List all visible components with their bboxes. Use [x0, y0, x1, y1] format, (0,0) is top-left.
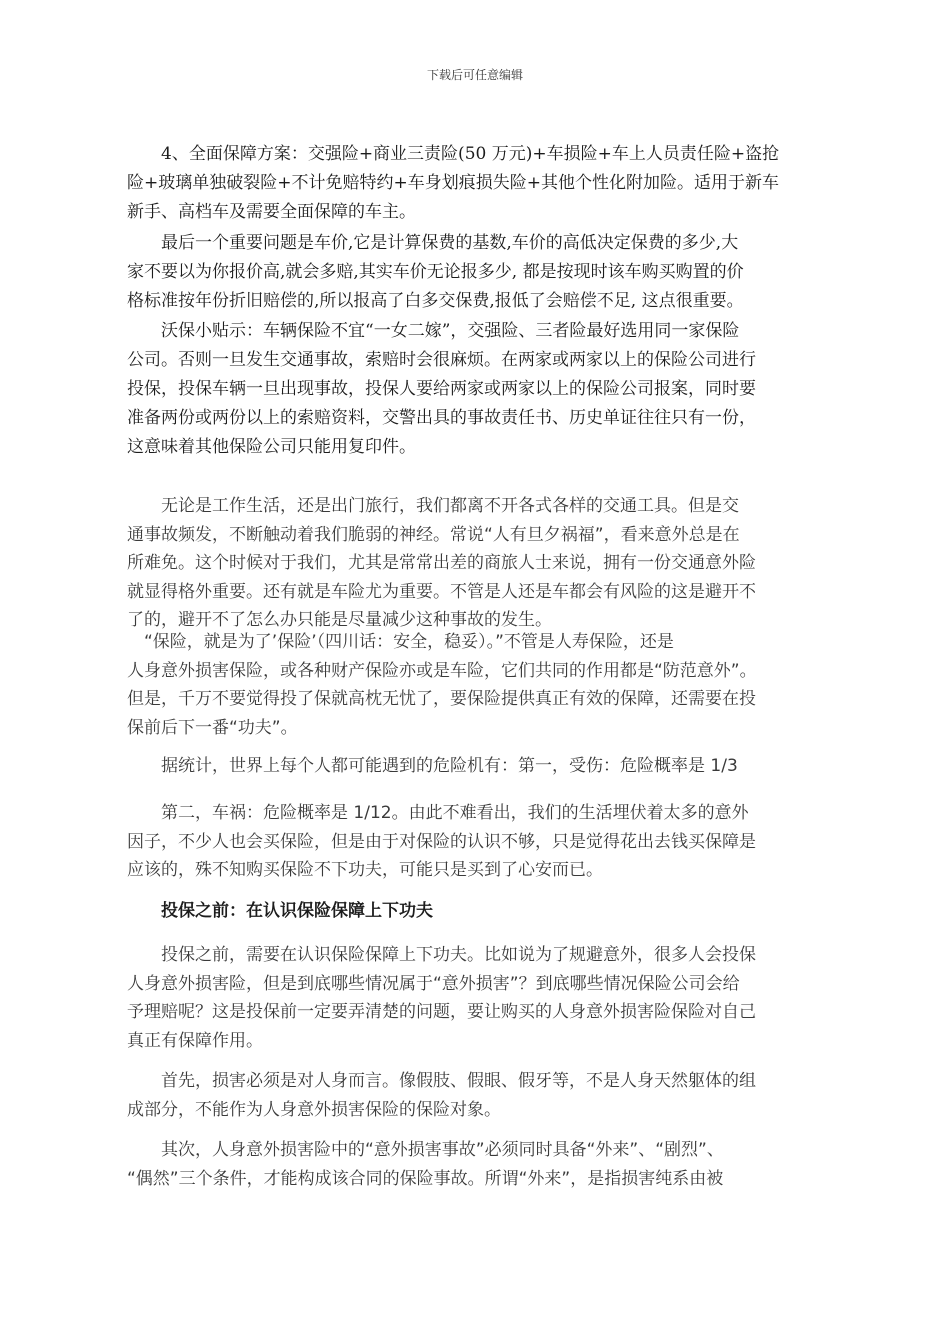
text-line: 险+玻璃单独破裂险+不计免赔特约+车身划痕损失险+其他个性化附加险。适用于新车: [127, 173, 779, 193]
paragraph-car-price: [127, 229, 837, 316]
text-line: 其次，人身意外损害险中的“意外损害事故”必须同时具备“外来”、“剧烈”、: [127, 1140, 724, 1160]
text-line: 成部分，不能作为人身意外损害保险的保险对象。: [127, 1099, 501, 1120]
text-line: 据统计，世界上每个人都可能遇到的危险机有：第一，受伤：危险概率是 1/3: [127, 756, 738, 776]
paragraph-second: [127, 1136, 837, 1193]
paragraph-insurance-meaning: [127, 628, 837, 742]
text-line: 应该的，殊不知购买保险不下功夫，可能只是买到了心安而已。: [127, 860, 603, 880]
paragraph-statistics: [127, 752, 837, 781]
text-line: 4、全面保障方案：交强险+商业三责险(50 万元)+车损险+车上人员责任险+盗抢: [127, 144, 780, 164]
text-line: 家不要以为你报价高,就会多赔,其实车价无论报多少, 都是按现时该车购买购置的价: [127, 262, 744, 282]
text-line: 无论是工作生活，还是出门旅行，我们都离不开各式各样的交通工具。但是交: [127, 496, 739, 516]
text-line: 最后一个重要问题是车价,它是计算保费的基数,车价的高低决定保费的多少,大: [127, 233, 739, 253]
text-line: “偶然”三个条件，才能构成该合同的保险事故。所谓“外来”，是指损害纯系由被: [127, 1168, 724, 1189]
text-line: 通事故频发，不断触动着我们脆弱的神经。常说“人有旦夕祸福”，看来意外总是在: [127, 524, 740, 545]
paragraph-tips: [127, 317, 837, 462]
text-line: 投保之前，需要在认识保险保障上下功夫。比如说为了规避意外，很多人会投保: [127, 945, 756, 965]
text-line: “保险，就是为了’保险’（四川话：安全，稳妥）。”不管是人寿保险，还是: [127, 632, 674, 652]
text-line: 这意味着其他保险公司只能用复印件。: [127, 437, 416, 457]
text-line: 了的，避开不了怎么办只能是尽量减少这种事故的发生。: [127, 610, 552, 630]
text-line: 人身意外损害险，但是到底哪些情况属于“意外损害”？到底哪些情况保险公司会给: [127, 973, 740, 994]
text-line: 公司。否则一旦发生交通事故，索赔时会很麻烦。在两家或两家以上的保险公司进行: [127, 350, 756, 370]
text-line: 保前后下一番“功夫”。: [127, 717, 298, 738]
paragraph-before-insuring: [127, 941, 837, 1055]
heading-text: 投保之前：在认识保险保障上下功夫: [127, 901, 433, 921]
text-line: 首先，损害必须是对人身而言。像假肢、假眼、假牙等，不是人身天然躯体的组: [127, 1071, 756, 1091]
text-line: 格标准按年份折旧赔偿的,所以报高了白多交保费,报低了会赔偿不足, 这点很重要。: [127, 291, 744, 311]
text-line: 但是，千万不要觉得投了保就高枕无忧了，要保险提供真正有效的保障，还需要在投: [127, 689, 756, 709]
text-line: 沃保小贴示：车辆保险不宜“一女二嫁”，交强险、三者险最好选用同一家保险: [127, 321, 740, 341]
text-line: 就显得格外重要。还有就是车险尤为重要。不管是人还是车都会有风险的这是避开不: [127, 581, 756, 602]
paragraph-comprehensive-plan: [127, 140, 837, 227]
page-header: 下载后可任意编辑: [426, 68, 523, 82]
text-line: 第二，车祸：危险概率是 1/12。由此不难看出，我们的生活埋伏着太多的意外: [127, 803, 749, 823]
text-line: 所难免。这个时候对于我们，尤其是常常出差的商旅人士来说，拥有一份交通意外险: [127, 553, 756, 573]
paragraph-accident-probability: [127, 799, 837, 885]
text-line: 新手、高档车及需要全面保障的车主。: [127, 202, 416, 222]
text-line: 投保，投保车辆一旦出现事故，投保人要给两家或两家以上的保险公司报案，同时要: [127, 379, 756, 399]
section-heading: [127, 897, 837, 926]
paragraph-traffic-accidents: [127, 492, 837, 635]
text-line: 真正有保障作用。: [127, 1030, 263, 1051]
text-line: 准备两份或两份以上的索赔资料，交警出具的事故责任书、历史单证往往只有一份，: [127, 408, 756, 428]
paragraph-first: [127, 1067, 837, 1124]
text-line: 人身意外损害保险，或各种财产保险亦或是车险，它们共同的作用都是“防范意外”。: [127, 660, 757, 681]
text-line: 予理赔呢？这是投保前一定要弄清楚的问题，要让购买的人身意外损害险保险对自己: [127, 1002, 756, 1022]
text-line: 因子，不少人也会买保险，但是由于对保险的认识不够，只是觉得花出去钱买保障是: [127, 831, 756, 852]
